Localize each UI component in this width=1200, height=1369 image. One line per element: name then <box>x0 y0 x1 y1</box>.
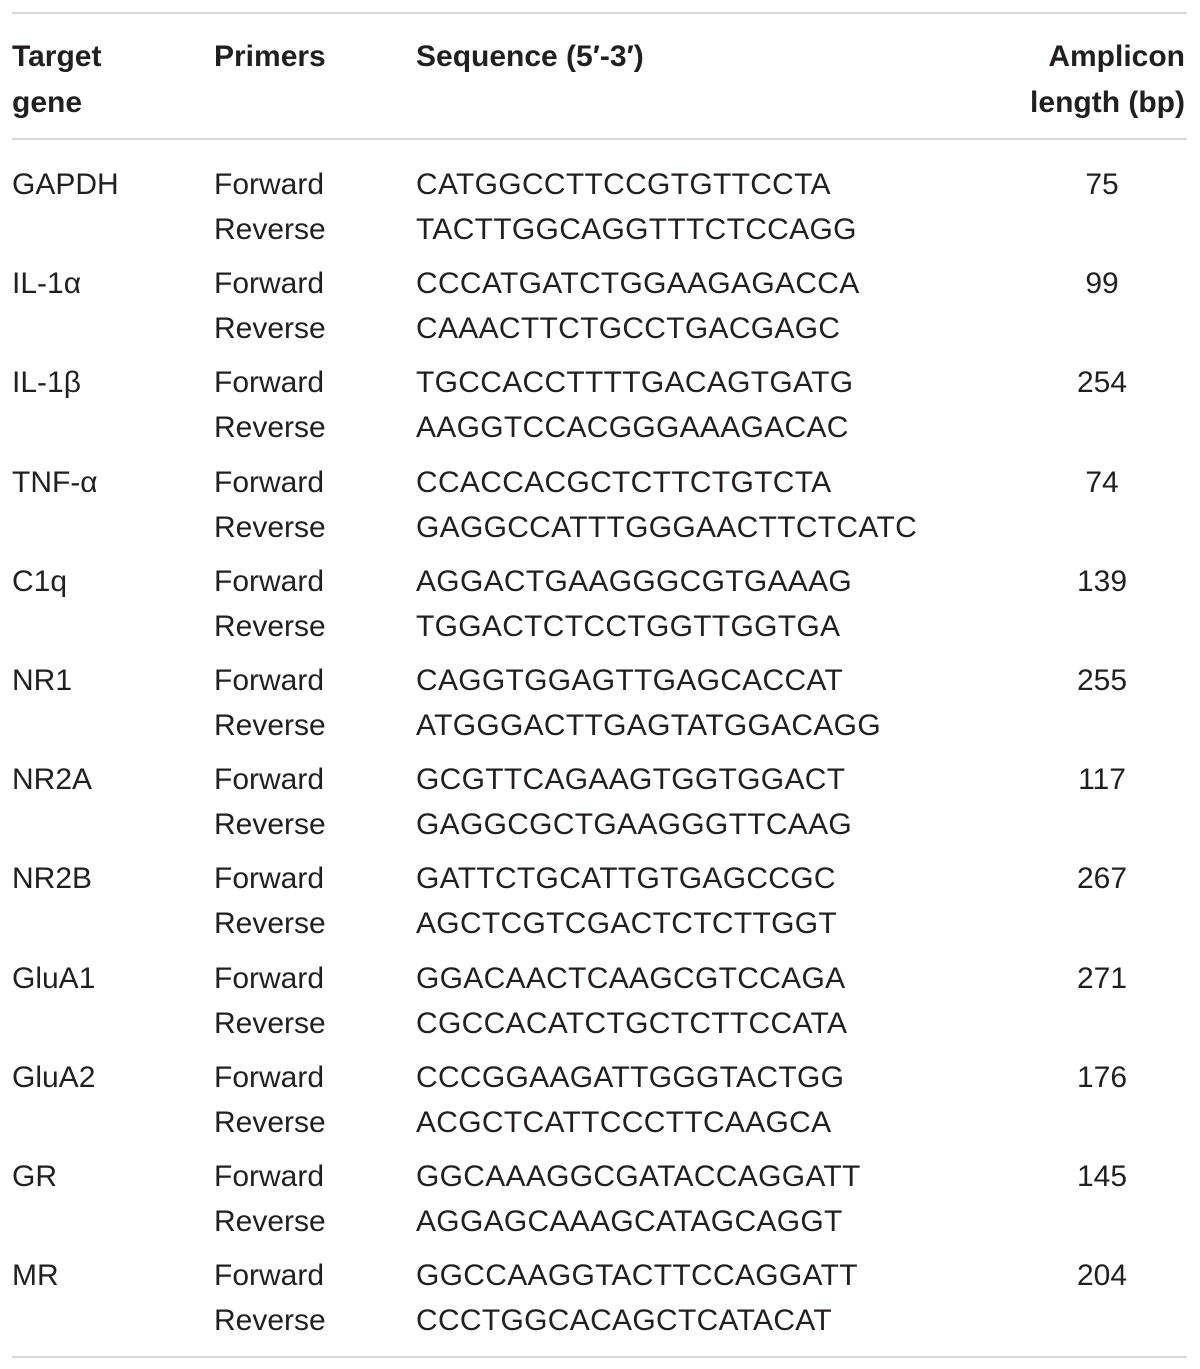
primer-cell <box>214 162 326 252</box>
sequence-cell <box>416 460 917 550</box>
forward-sequence: CAGGTGGAGTTGAGCACCAT <box>416 663 844 697</box>
reverse-sequence: GAGGCCATTTGGGAACTTCTCATC <box>416 510 918 544</box>
bottom-rule <box>12 1356 1187 1358</box>
amplicon-length: 255 <box>1076 663 1128 697</box>
table-row <box>12 1253 1187 1352</box>
primer-forward-label: Forward <box>214 1060 325 1094</box>
amplicon-length: 271 <box>1076 961 1128 995</box>
sequence-cell <box>416 559 852 649</box>
forward-sequence: TGCCACCTTTTGACAGTGATG <box>416 366 854 400</box>
primer-reverse-label: Reverse <box>214 907 326 941</box>
primer-forward-label: Forward <box>214 1159 325 1193</box>
primer-reverse-label: Reverse <box>214 1006 326 1040</box>
primer-reverse-label: Reverse <box>214 609 326 643</box>
primer-cell <box>214 658 326 748</box>
table-row <box>12 261 1187 360</box>
primer-cell <box>214 360 326 450</box>
reverse-sequence: TGGACTCTCCTGGTTGGTGA <box>416 609 841 643</box>
gene-cell <box>12 162 119 207</box>
reverse-sequence: ACGCTCATTCCCTTCAAGCA <box>416 1105 832 1139</box>
reverse-sequence: AGGAGCAAAGCATAGCAGGT <box>416 1204 843 1238</box>
primer-reverse-label: Reverse <box>214 1105 326 1139</box>
table-row <box>12 1154 1187 1253</box>
sequence-cell <box>416 658 881 748</box>
primer-forward-label: Forward <box>214 366 325 400</box>
amplicon-length: 267 <box>1076 862 1128 896</box>
reverse-sequence: CAAACTTCTGCCTGACGAGC <box>416 312 841 346</box>
amplicon-length: 117 <box>1078 763 1126 797</box>
primer-cell <box>214 956 326 1046</box>
primer-reverse-label: Reverse <box>214 411 326 445</box>
forward-sequence: GATTCTGCATTGTGAGCCGC <box>416 862 836 896</box>
primer-cell <box>214 757 326 847</box>
gene-name: MR <box>12 1259 59 1293</box>
primer-cell <box>214 1253 326 1343</box>
gene-cell <box>12 1055 95 1100</box>
header-sequence-line: Sequence (5′-3′) <box>416 40 644 73</box>
amplicon-length: 99 <box>1085 267 1119 301</box>
forward-sequence: CCACCACGCTCTTCTGTCTA <box>416 465 832 499</box>
primer-forward-label: Forward <box>214 663 325 697</box>
gene-name: GluA2 <box>12 1060 96 1094</box>
primer-forward-label: Forward <box>214 564 325 598</box>
sequence-cell <box>416 956 847 1046</box>
primer-cell <box>214 261 326 351</box>
forward-sequence: GGACAACTCAAGCGTCCAGA <box>416 961 846 995</box>
primer-forward-label: Forward <box>214 168 325 201</box>
gene-name: IL-1α <box>12 267 82 301</box>
forward-sequence: GGCAAAGGCGATACCAGGATT <box>416 1159 861 1193</box>
header-amplicon-line: Amplicon <box>1048 40 1185 73</box>
table-row <box>12 956 1187 1055</box>
gene-cell <box>12 856 92 901</box>
primer-cell <box>214 559 326 649</box>
sequence-cell <box>416 757 852 847</box>
sequence-cell <box>416 162 857 252</box>
reverse-sequence: AAGGTCCACGGGAAAGACAC <box>416 411 849 445</box>
gene-cell <box>12 956 95 1001</box>
gene-name: GluA1 <box>12 961 96 995</box>
primer-reverse-label: Reverse <box>214 1304 326 1338</box>
primer-reverse-label: Reverse <box>214 213 326 246</box>
header-amplicon-line: length (bp) <box>1030 86 1185 119</box>
sequence-cell <box>416 261 860 351</box>
primer-forward-label: Forward <box>214 465 325 499</box>
header-target-gene-line: Target <box>12 40 102 73</box>
reverse-sequence: ATGGGACTTGAGTATGGACAGG <box>416 708 881 742</box>
gene-cell <box>12 360 81 405</box>
header-sequence <box>416 34 644 80</box>
reverse-sequence: TACTTGGCAGGTTTCTCCAGG <box>416 213 857 246</box>
primer-reverse-label: Reverse <box>214 510 326 544</box>
primer-forward-label: Forward <box>214 1259 325 1293</box>
table-row <box>12 460 1187 559</box>
primer-forward-label: Forward <box>214 862 325 896</box>
table-row <box>12 559 1187 658</box>
gene-name: NR2A <box>12 763 93 797</box>
primer-forward-label: Forward <box>214 267 325 301</box>
reverse-sequence: AGCTCGTCGACTCTCTTGGT <box>416 907 837 941</box>
primer-reverse-label: Reverse <box>214 708 326 742</box>
amplicon-length: 145 <box>1076 1159 1128 1193</box>
forward-sequence: CCCGGAAGATTGGGTACTGG <box>416 1060 845 1094</box>
table-row <box>12 757 1187 856</box>
gene-cell <box>12 261 81 306</box>
amplicon-length: 176 <box>1076 1060 1128 1094</box>
gene-name: C1q <box>12 564 68 598</box>
gene-name: NR2B <box>12 862 93 896</box>
sequence-cell <box>416 1253 858 1343</box>
forward-sequence: CCCATGATCTGGAAGAGACCA <box>416 267 860 301</box>
table-row <box>12 360 1187 459</box>
gene-name: GR <box>12 1159 57 1193</box>
forward-sequence: GCGTTCAGAAGTGGTGGACT <box>416 763 846 797</box>
reverse-sequence: GAGGCGCTGAAGGGTTCAAG <box>416 808 853 842</box>
primer-reverse-label: Reverse <box>214 808 326 842</box>
gene-name: GAPDH <box>12 168 119 201</box>
gene-name: TNF-α <box>12 465 98 499</box>
gene-cell <box>12 460 98 505</box>
sequence-cell <box>416 1154 861 1244</box>
gene-name: IL-1β <box>12 366 81 400</box>
header-target-gene <box>12 34 101 126</box>
gene-cell <box>12 1253 59 1298</box>
header-amplicon-length <box>1030 34 1185 126</box>
amplicon-length: 254 <box>1076 366 1128 400</box>
forward-sequence: AGGACTGAAGGGCGTGAAAG <box>416 564 853 598</box>
header-primers <box>214 34 326 80</box>
forward-sequence: CATGGCCTTCCGTGTTCCTA <box>416 168 831 201</box>
amplicon-length: 204 <box>1076 1259 1128 1293</box>
primer-cell <box>214 460 326 550</box>
primer-cell <box>214 856 326 946</box>
gene-cell <box>12 559 67 604</box>
header-target-gene-line: gene <box>12 86 83 119</box>
table-row <box>12 162 1187 261</box>
table-row <box>12 1055 1187 1154</box>
sequence-cell <box>416 1055 844 1145</box>
table-row <box>12 658 1187 757</box>
primer-forward-label: Forward <box>214 763 325 797</box>
amplicon-length: 75 <box>1085 168 1119 201</box>
gene-cell <box>12 658 72 703</box>
primer-forward-label: Forward <box>214 961 325 995</box>
sequence-cell <box>416 360 853 450</box>
table-body <box>12 140 1187 1356</box>
table-row <box>12 856 1187 955</box>
primer-reverse-label: Reverse <box>214 312 326 346</box>
sequence-cell <box>416 856 837 946</box>
forward-sequence: GGCCAAGGTACTTCCAGGATT <box>416 1259 858 1293</box>
reverse-sequence: CGCCACATCTGCTCTTCCATA <box>416 1006 848 1040</box>
primer-reverse-label: Reverse <box>214 1204 326 1238</box>
gene-cell <box>12 1154 57 1199</box>
gene-cell <box>12 757 92 802</box>
primer-cell <box>214 1055 326 1145</box>
header-primers-line: Primers <box>214 40 326 73</box>
primer-cell <box>214 1154 326 1244</box>
amplicon-length: 139 <box>1076 564 1128 598</box>
primer-table <box>12 12 1187 1358</box>
reverse-sequence: CCCTGGCACAGCTCATACAT <box>416 1304 832 1338</box>
table-header <box>12 14 1187 138</box>
gene-name: NR1 <box>12 663 73 697</box>
amplicon-length: 74 <box>1085 465 1119 499</box>
